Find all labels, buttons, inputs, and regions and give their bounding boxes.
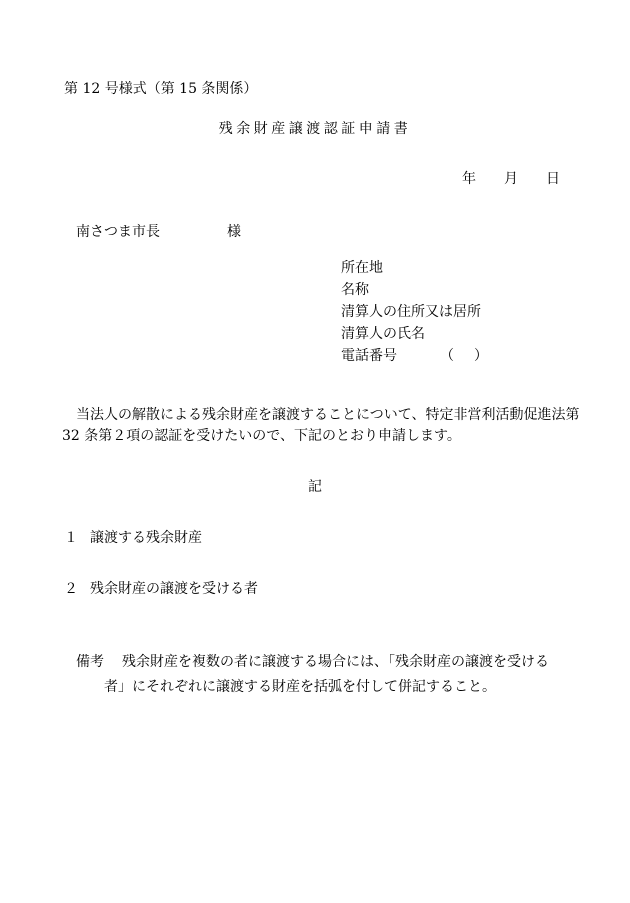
body-text-line-2: 32 条第２項の認証を受けたいので、下記のとおり申請します。 bbox=[62, 428, 461, 444]
date-day-label: 日 bbox=[546, 171, 560, 187]
applicant-field-liquidator-name: 清算人の氏名 bbox=[341, 326, 425, 342]
body-text-line-1: 当法人の解散による残余財産を譲渡することについて、特定非営利活動促進法第 bbox=[76, 407, 580, 423]
phone-paren-close: ） bbox=[474, 348, 488, 364]
date-month-label: 月 bbox=[504, 171, 518, 187]
note-label: 備考 bbox=[76, 654, 104, 670]
item-number: １ bbox=[64, 530, 78, 546]
form-number: 第 12 号様式（第 15 条関係） bbox=[64, 81, 258, 97]
applicant-field-name: 名称 bbox=[341, 282, 369, 298]
item-label: 譲渡する残余財産 bbox=[90, 530, 202, 546]
item-label: 残余財産の譲渡を受ける者 bbox=[90, 581, 258, 597]
note-text-1: 残余財産を複数の者に譲渡する場合には、「残余財産の譲渡を受ける bbox=[122, 654, 549, 670]
note-line-1 bbox=[76, 653, 549, 671]
document-title: 残余財産譲渡認証申請書 bbox=[218, 121, 412, 137]
date-line bbox=[462, 170, 560, 188]
applicant-field-phone bbox=[341, 347, 488, 365]
list-item bbox=[64, 580, 258, 598]
applicant-field-address: 所在地 bbox=[341, 260, 383, 276]
phone-paren-open: （ bbox=[440, 348, 454, 364]
ki-heading: 記 bbox=[308, 479, 322, 495]
applicant-field-liquidator-address: 清算人の住所又は居所 bbox=[341, 304, 481, 320]
phone-label: 電話番号 bbox=[341, 348, 397, 364]
addressee-name: 南さつま市長 bbox=[76, 224, 160, 240]
list-item bbox=[64, 529, 202, 547]
note-line-2: 者」にそれぞれに譲渡する財産を括弧を付して併記すること。 bbox=[104, 679, 496, 695]
date-year-label: 年 bbox=[462, 171, 476, 187]
addressee-honorific: 様 bbox=[227, 224, 241, 240]
addressee bbox=[76, 223, 241, 241]
item-number: ２ bbox=[64, 581, 78, 597]
